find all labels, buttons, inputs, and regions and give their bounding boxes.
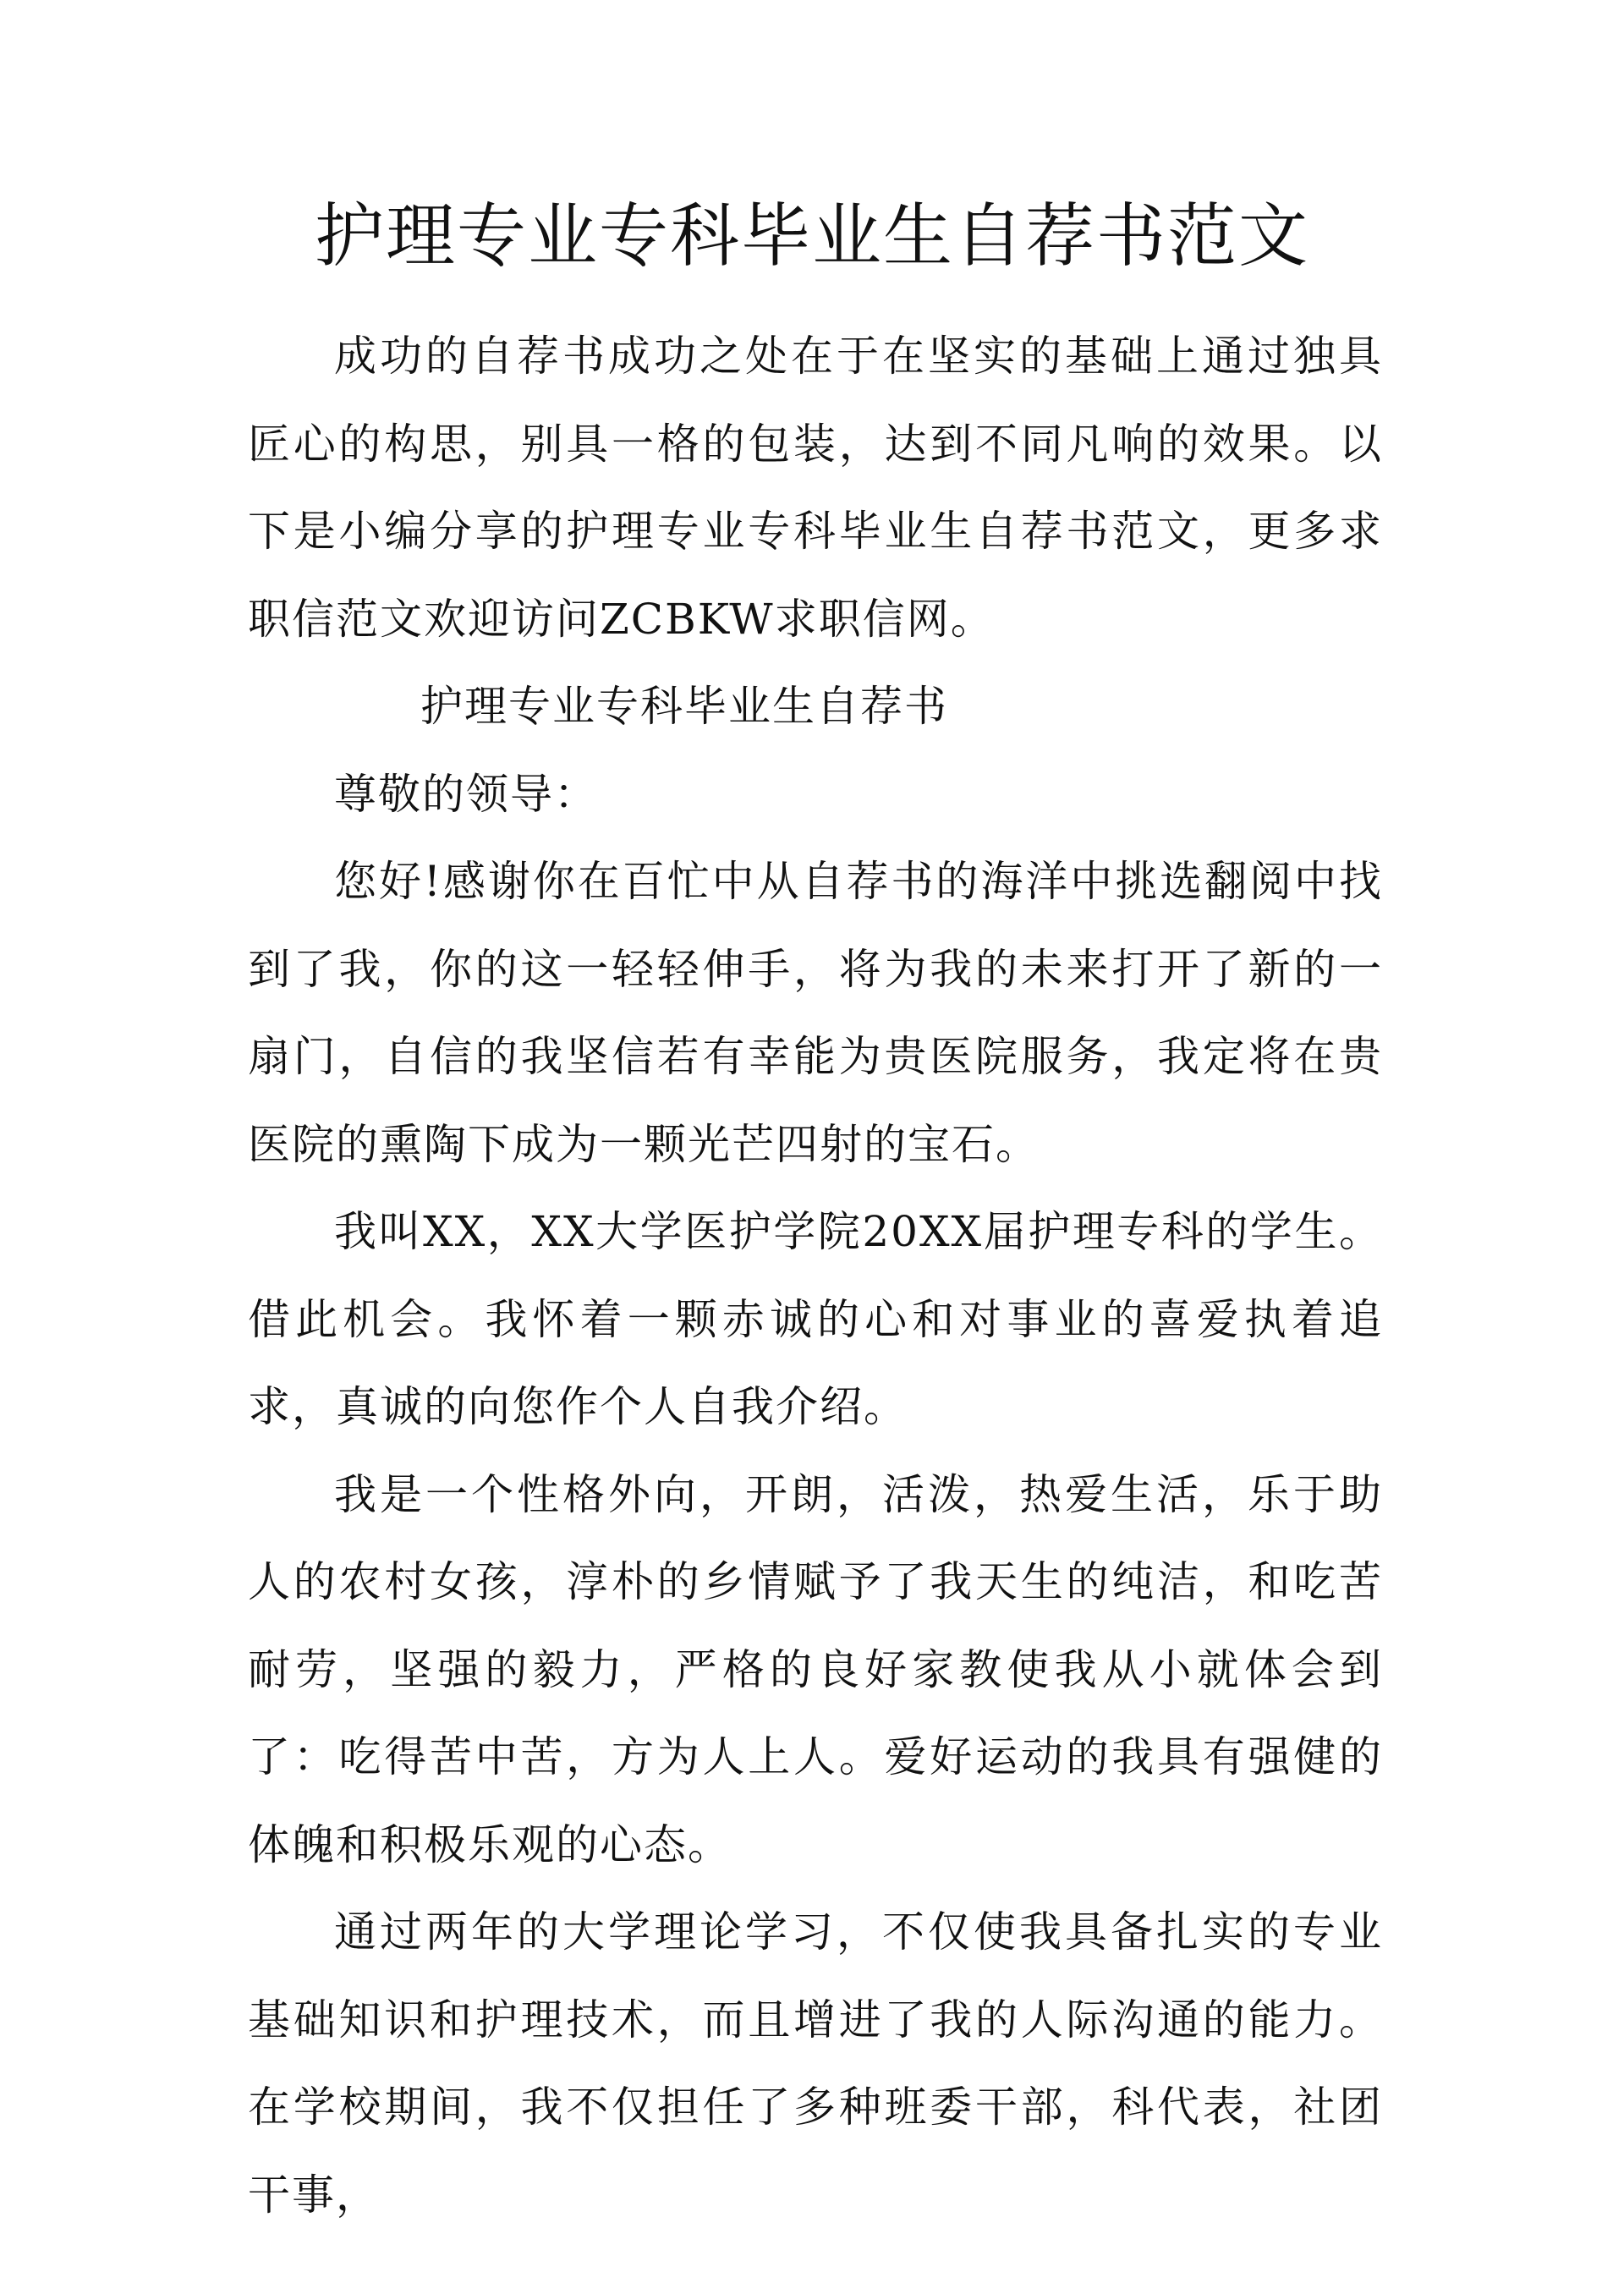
document-title: 护理专业专科毕业生自荐书范文 [314,196,1309,277]
salutation: 尊敬的领导： [334,769,598,819]
body-paragraph-introduction: 我叫XX，XX大学医护学院20XX届护理专科的学生。借此机会。我怀着一颗赤诚的心和对事业的喜爱执着追求，真诚的向您作个人自我介绍。 [248,1207,1383,1431]
body-paragraph-personality: 我是一个性格外向，开朗，活泼，热爱生活，乐于助人的农村女孩，淳朴的乡情赋予了我天生的纯洁，和吃苦耐劳，坚强的毅力，严格的良好家教使我从小就体会到了：吃得苦中苦，方为人上人。爱好运动的我具有强健的体魄和积极乐观的心态。 [248,1469,1383,1869]
letter-title: 护理专业专科毕业生自荐书 [420,682,948,731]
document-body [248,313,1383,2239]
body-paragraph-greeting: 您好!感谢你在百忙中从自荐书的海洋中挑选翻阅中找到了我，你的这一轻轻伸手，将为我的未来打开了新的一扇门，自信的我坚信若有幸能为贵医院服务，我定将在贵医院的熏陶下成为一颗光芒四射的宝石。 [248,857,1383,1169]
intro-paragraph: 成功的自荐书成功之处在于在坚实的基础上通过独具匠心的构思，别具一格的包装，达到不同凡响的效果。以下是小编分享的护理专业专科毕业生自荐书范文，更多求职信范文欢迎访问ZCBKW求职信网。 [248,332,1383,644]
body-paragraph-education: 通过两年的大学理论学习，不仅使我具备扎实的专业基础知识和护理技术，而且增进了我的人际沟通的能力。在学校期间，我不仅担任了多种班委干部，科代表，社团干事， [248,1907,1383,2220]
